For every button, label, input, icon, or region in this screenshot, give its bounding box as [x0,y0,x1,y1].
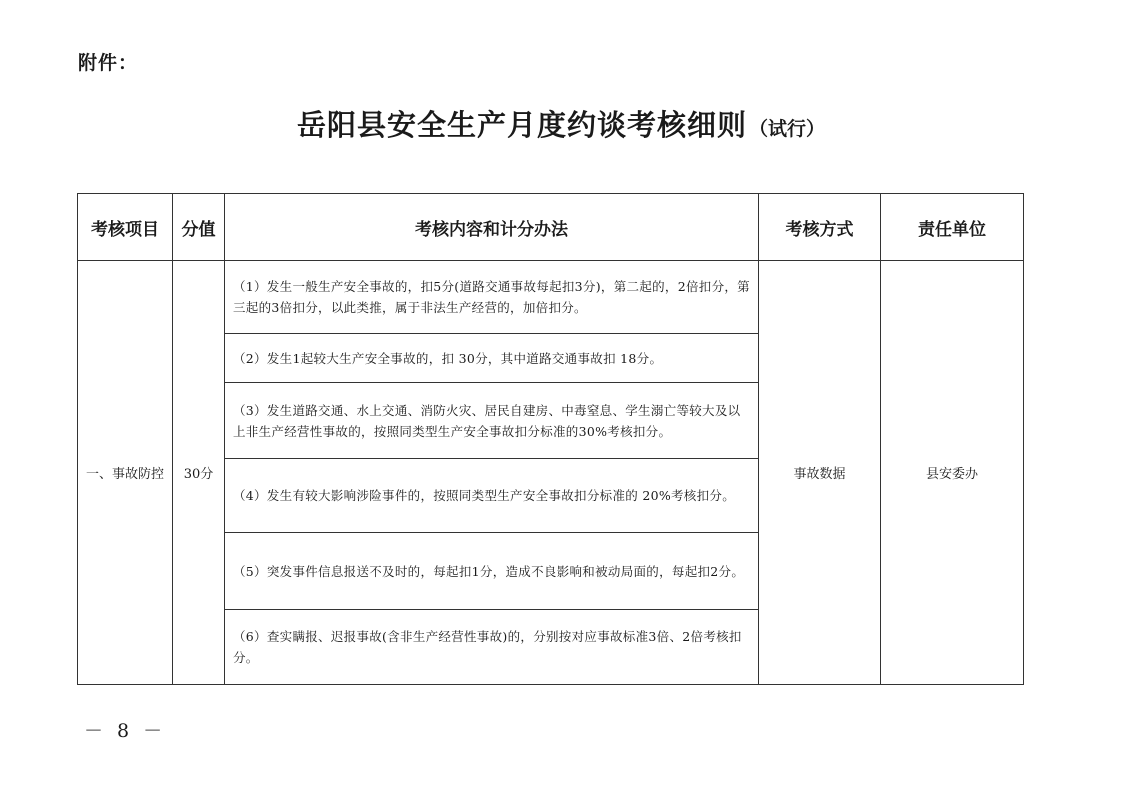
rule-cell: （6）查实瞒报、迟报事故(含非生产经营性事故)的，分别按对应事故标准3倍、2倍考核扣分。 [225,610,759,685]
page-number: － 8 － [84,720,167,742]
rule-cell: （5）突发事件信息报送不及时的，每起扣1分，造成不良影响和被动局面的，每起扣2分。 [225,533,759,610]
item-cell: 一、事故防控 [78,261,173,685]
score-cell: 30分 [173,261,225,685]
attachment-label: 附件： [78,52,139,74]
rule-cell: （2）发生1起较大生产安全事故的，扣 30分，其中道路交通事故扣 18分。 [225,334,759,383]
rule-cell: （3）发生道路交通、水上交通、消防火灾、居民自建房、中毒窒息、学生溺亡等较大及以上非生产经营性事故的，按照同类型生产安全事故扣分标准的30%考核扣分。 [225,383,759,459]
document-title [0,103,1122,144]
table-row [78,261,1024,334]
rule-cell: （1）发生一般生产安全事故的，扣5分(道路交通事故每起扣3分)，第二起的，2倍扣分，第三起的3倍扣分，以此类推，属于非法生产经营的，加倍扣分。 [225,261,759,334]
rule-cell: （4）发生有较大影响涉险事件的，按照同类型生产安全事故扣分标准的 20%考核扣分。 [225,459,759,533]
header-score: 分值 [173,194,225,261]
header-item: 考核项目 [78,194,173,261]
assessment-table [77,193,1024,685]
header-method: 考核方式 [759,194,881,261]
unit-cell: 县安委办 [881,261,1024,685]
header-content: 考核内容和计分办法 [225,194,759,261]
title-suffix: （试行） [749,118,826,140]
table-header-row [78,194,1024,261]
method-cell: 事故数据 [759,261,881,685]
header-unit: 责任单位 [881,194,1024,261]
title-text: 岳阳县安全生产月度约谈考核细则 [296,108,747,142]
